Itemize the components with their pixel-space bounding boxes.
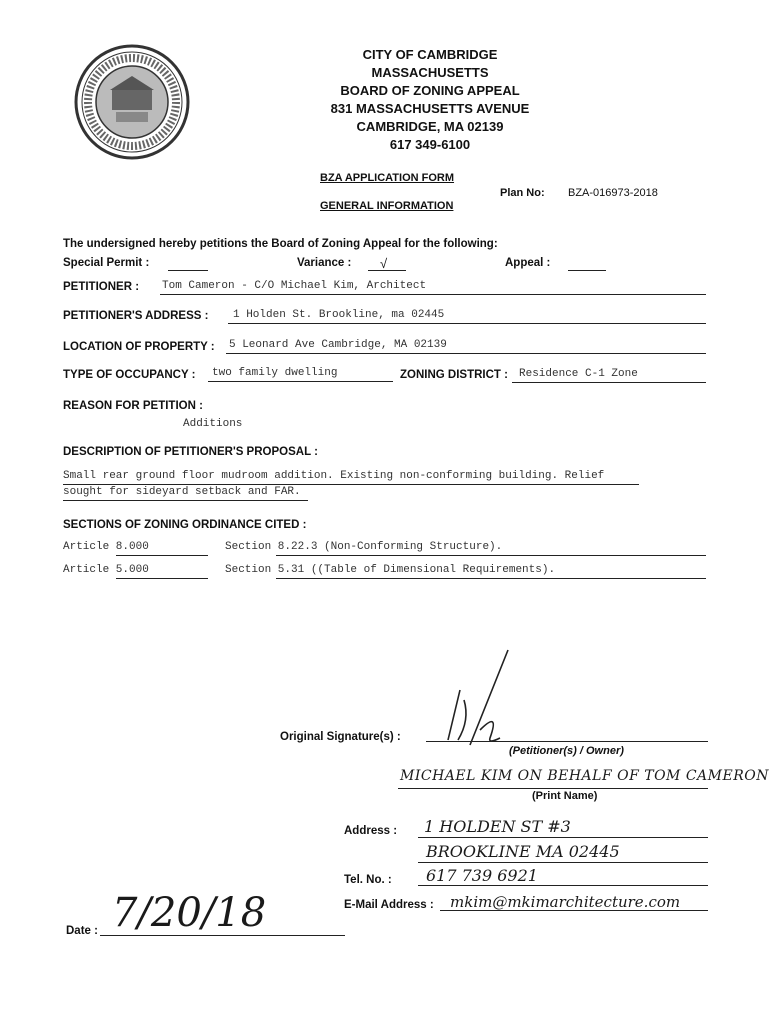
signature-line [426,741,708,742]
signature-scribble [430,640,530,750]
appeal-label: Appeal : [505,257,551,269]
tel-label: Tel. No. : [344,874,392,886]
location-line [226,353,706,354]
signature-label: Original Signature(s) : [280,731,401,743]
address-line [228,323,706,324]
section-2-line [276,578,706,579]
reason-label: REASON FOR PETITION : [63,400,203,412]
header-board: BOARD OF ZONING APPEAL [340,83,520,98]
occupancy-value: two family dwelling [212,367,338,379]
article-1-line [116,555,208,556]
form-title: BZA APPLICATION FORM [320,172,455,184]
section-2: Section 5.31 ((Table of Dimensional Requirements). [225,564,556,576]
description-rule-1 [63,484,639,485]
sections-label: SECTIONS OF ZONING ORDINANCE CITED : [63,519,307,531]
occupancy-label: TYPE OF OCCUPANCY : [63,369,196,381]
reason-value: Additions [183,418,243,430]
plan-label: Plan No: [500,187,545,199]
date-label: Date : [66,925,98,937]
special-permit-label: Special Permit : [63,257,150,269]
sig-address-1: 1 HOLDEN ST #3 [424,817,571,836]
description-line-1: Small rear ground floor mudroom addition. Existing non-conforming building. Relief [63,470,605,482]
email-value: mkim@mkimarchitecture.com [450,893,681,911]
plan-number: BZA-016973-2018 [568,187,658,199]
sig-address-line-2 [418,862,708,863]
petition-intro: The undersigned hereby petitions the Board of Zoning Appeal for the following: [63,238,498,250]
section-1: Section 8.22.3 (Non-Conforming Structure). [225,541,503,553]
date-value: 7/20/18 [112,890,267,936]
petitioner-value: Tom Cameron - C/O Michael Kim, Architect [162,280,427,292]
sig-address-line-1 [418,837,708,838]
date-line [100,935,345,936]
petitioner-line [160,294,706,295]
article-1: Article 8.000 [63,541,149,553]
city-seal [72,42,192,162]
occupancy-line [208,381,393,382]
owner-caption: (Petitioner(s) / Owner) [509,745,624,757]
description-line-2: sought for sideyard setback and FAR. [63,486,301,498]
appeal-line [568,270,606,271]
sig-address-2: BROOKLINE MA 02445 [426,842,620,861]
tel-line [418,885,708,886]
section-1-line [276,555,706,556]
article-2-line [116,578,208,579]
article-2: Article 5.000 [63,564,149,576]
print-caption: (Print Name) [532,790,598,802]
zoning-value: Residence C-1 Zone [519,368,638,380]
header-city: CITY OF CAMBRIDGE [362,47,498,62]
location-value: 5 Leonard Ave Cambridge, MA 02139 [229,339,447,351]
tel-value: 617 739 6921 [426,866,538,885]
petitioner-label: PETITIONER : [63,281,140,293]
special-permit-line [168,270,208,271]
header-state: MASSACHUSETTS [371,65,489,80]
variance-label: Variance : [297,257,352,269]
address-value: 1 Holden St. Brookline, ma 02445 [233,309,445,321]
header-phone: 617 349-6100 [389,137,471,152]
email-label: E-Mail Address : [344,899,434,911]
location-label: LOCATION OF PROPERTY : [63,341,215,353]
email-line [440,910,708,911]
variance-line [368,270,406,271]
header-citystate: CAMBRIDGE, MA 02139 [356,119,504,134]
print-name-line [398,788,708,789]
description-rule-2 [63,500,308,501]
header-street: 831 MASSACHUSETTS AVENUE [330,101,530,116]
address-label: PETITIONER'S ADDRESS : [63,310,209,322]
zoning-line [512,382,706,383]
print-name: MICHAEL KIM ON BEHALF OF TOM CAMERON [400,768,769,784]
zoning-label: ZONING DISTRICT : [400,369,508,381]
form-subtitle: GENERAL INFORMATION [320,200,454,212]
description-label: DESCRIPTION OF PETITIONER'S PROPOSAL : [63,446,318,458]
sig-address-label: Address : [344,825,398,837]
variance-check: √ [380,256,388,271]
